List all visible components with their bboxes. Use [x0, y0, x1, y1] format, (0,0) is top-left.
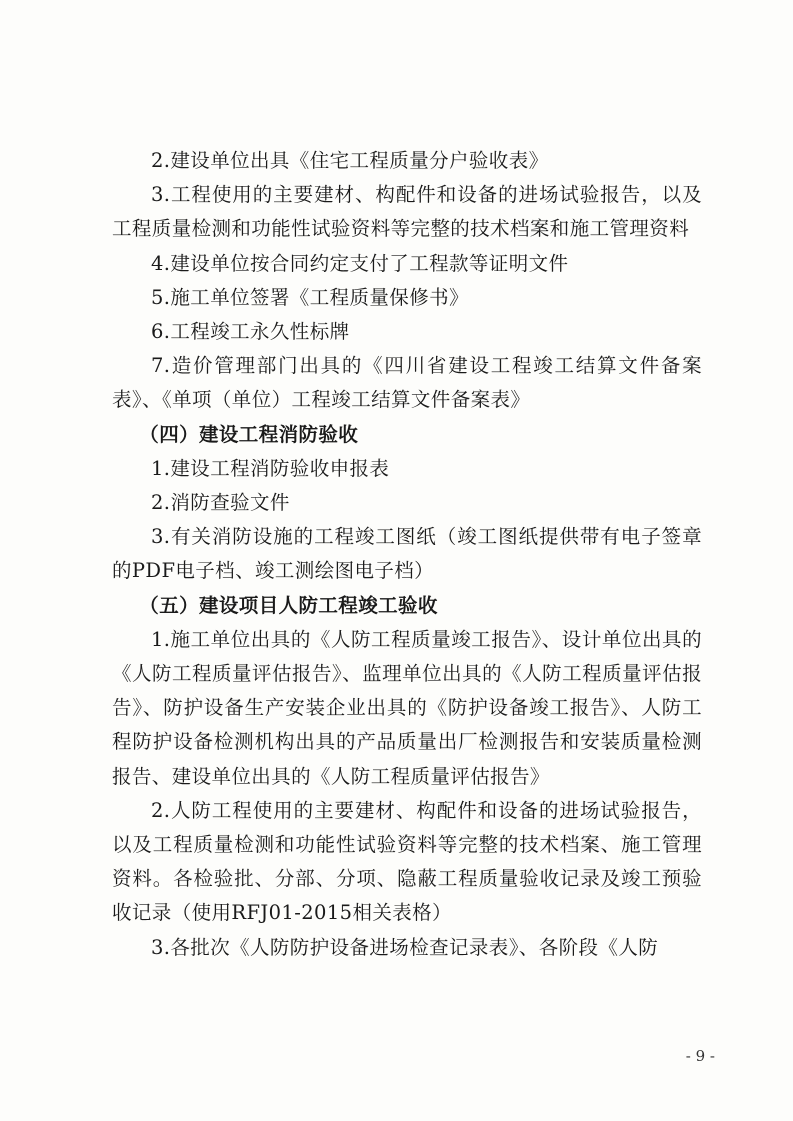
list-item-settlement-filing: 7.造价管理部门出具的《四川省建设工程竣工结算文件备案表》、《单项（单位）工程竣工结算文件备案表》	[112, 354, 702, 412]
list-item-household-acceptance: 2.建设单位出具《住宅工程质量分户验收表》	[151, 149, 549, 172]
page-number: - 9 -	[685, 1047, 715, 1065]
list-item-material-test-reports: 3.工程使用的主要建材、构配件和设备的进场试验报告，以及工程质量检测和功能性试验资料等完整的技术档案和施工管理资料	[112, 183, 702, 241]
list-item-fire-as-built-drawings: 3.有关消防设施的工程竣工图纸（竣工图纸提供带有电子签章的PDF电子档、竣工测绘图电子档）	[112, 525, 702, 583]
list-item-permanent-plaque: 6.工程竣工永久性标牌	[151, 320, 350, 344]
document-body	[112, 144, 702, 965]
list-item-civil-defense-materials: 2.人防工程使用的主要建材、构配件和设备的进场试验报告，以及工程质量检测和功能性试验资料等完整的技术档案、施工管理资料。各检验批、分部、分项、隐蔽工程质量验收记录及竣工预验收记录（使用RFJ01-2015相关表格）	[112, 798, 702, 925]
list-item-payment-proof: 4.建设单位按合同约定支付了工程款等证明文件	[151, 251, 569, 275]
list-item-warranty-letter: 5.施工单位签署《工程质量保修书》	[151, 285, 469, 309]
section-heading-fire-acceptance: （四）建设工程消防验收	[139, 422, 359, 446]
list-item-civil-defense-reports: 1.施工单位出具的《人防工程质量竣工报告》、设计单位出具的《人防工程质量评估报告》、监理单位出具的《人防工程质量评估报告》、防护设备生产安装企业出具的《防护设备竣工报告》、人防工程防护设备检测机构出具的产品质量出厂检测报告和安装质量检测报告、建设单位出具的《人防工程质量评估报告》	[112, 627, 702, 788]
list-item-civil-defense-equipment-records: 3.各批次《人防防护设备进场检查记录表》、各阶段《人防	[151, 935, 659, 959]
list-item-fire-application-form: 1.建设工程消防验收申报表	[151, 456, 390, 480]
section-heading-civil-defense-acceptance: （五）建设项目人防工程竣工验收	[139, 593, 438, 617]
list-item-fire-inspection-docs: 2.消防查验文件	[151, 491, 290, 515]
